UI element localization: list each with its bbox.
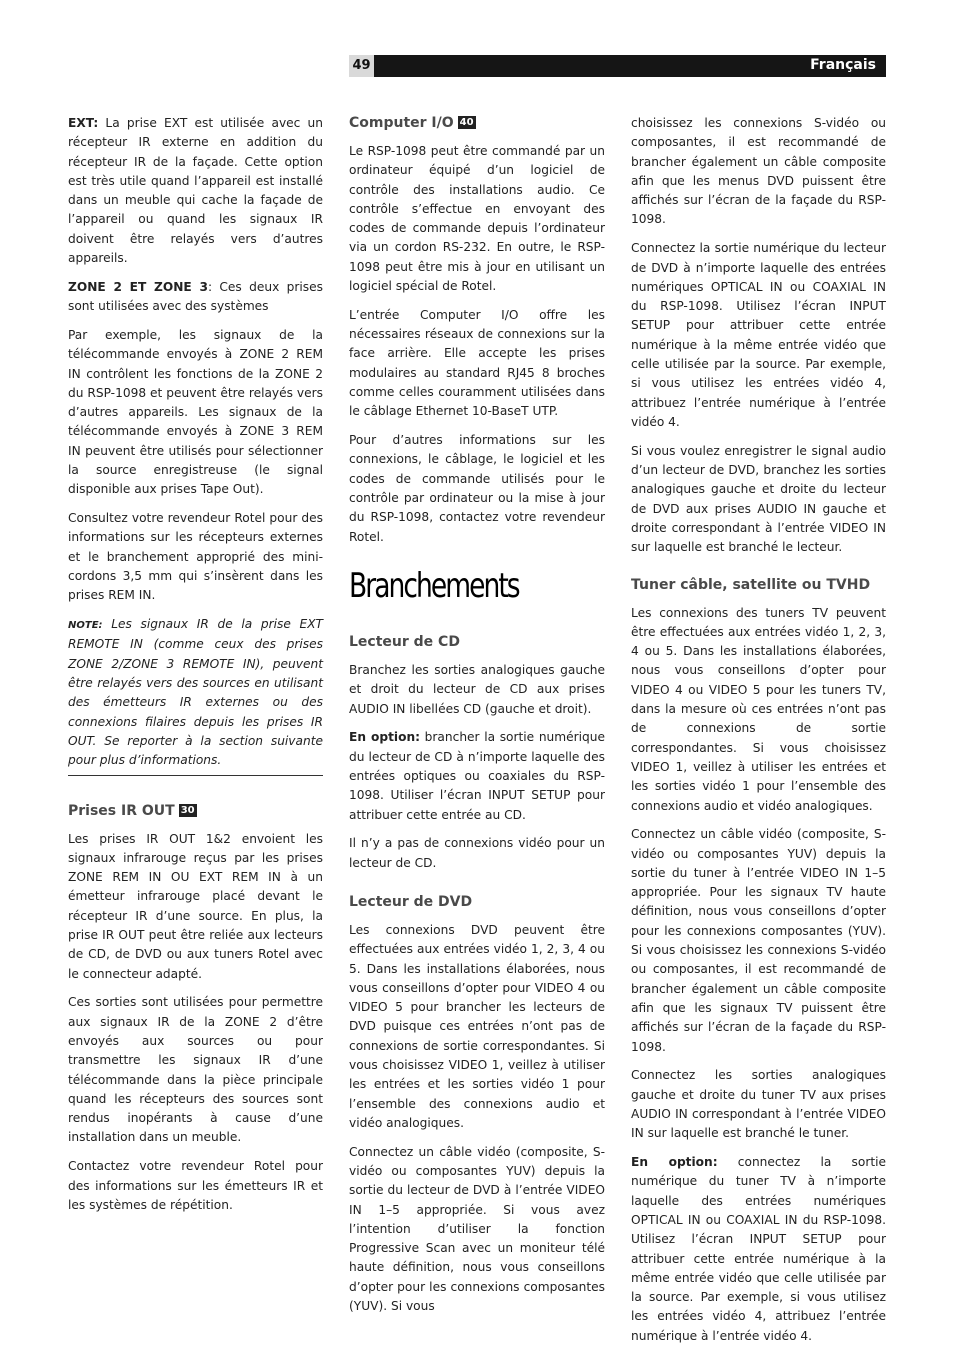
paragraph: Connectez un câble vidéo (composite, S-vidéo ou composantes YUV) depuis la sortie du tuner à l’entrée VIDEO IN 1–5 appropriée. Pour les signaux TV haute définition, nous vous conseillons d’opter pour les connexions composantes (YUV). Si vous choisissez les connexions S-vidéo ou composantes, il est recommandé de brancher également un câble composite afin que les signaux TV puissent être affichés sur l’écran de la façade du RSP-1098. <box>631 827 886 1054</box>
heading-dvd: Lecteur de DVD <box>349 893 473 910</box>
ref-number-badge: 30 <box>180 804 195 816</box>
term-option: En option: <box>631 1155 718 1170</box>
page-header <box>349 55 886 77</box>
heading-tuner: Tuner câble, satellite ou TVHD <box>631 576 871 593</box>
column-middle <box>349 114 605 1326</box>
paragraph-ext <box>68 114 323 268</box>
page-number: 49 <box>349 55 374 77</box>
paragraph-option <box>631 1153 886 1346</box>
paragraph: L’entrée Computer I/O offre les nécessaires réseaux de connexions sur la face arrière. Elle accepte les prises modulaires au standard RJ45 8 broches comme celles couramment utilisées dans le câblage Ethernet 10-BaseT UTP. <box>349 307 605 419</box>
paragraph-text: brancher la sortie numérique du lecteur de CD à n’importe laquelle des entrées optiques ou coaxiales du RSP-1098. Utiliser l’écran INPUT SETUP pour attribuer cette entrée au CD. <box>349 730 605 822</box>
paragraph: Pour d’autres informations sur les connexions, le câblage, le logiciel et les codes de commande utilisés pour le contrôle par ordinateur ou la mise à jour du RSP-1098, contactez votre revendeur Rotel. <box>349 433 605 544</box>
language-label: Français <box>810 57 876 73</box>
note-label: NOTE: <box>68 620 103 632</box>
paragraph: Le RSP-1098 peut être commandé par un ordinateur équipé d’un logiciel de contrôle des installations audio. Ce contrôle s’effectue en envoyant des codes de commande depuis l’ordinateur via un cordon RS-232. En outre, le RSP-1098 peut être mis à jour en utilisant un logiciel spécial de Rotel. <box>349 144 605 294</box>
term-zone: ZONE 2 ET ZONE 3 <box>68 279 208 294</box>
ref-number-badge: 40 <box>459 117 474 128</box>
paragraph: Les connexions DVD peuvent être effectuées aux entrées vidéo 1, 2, 3, 4 ou 5. Dans les installations élaborées, nous vous conseillons d’opter pour VIDEO 4 ou VIDEO 5 pour brancher les lecteurs de DVD puisque ces entrées n’ont pas de connexions de sortie correspondantes. Si vous choisissez VIDEO 1, veillez à utiliser les entrées et les sorties vidéo 1 pour l’ensemble des connexions audio et vidéo analogiques. <box>349 922 605 1130</box>
paragraph-text: connectez la sortie numérique du tuner TV à n’importe laquelle des entrées numériques OPTICAL IN ou COAXIAL IN du RSP-1098. Utilisez l’écran INPUT SETUP pour attribuer cette entrée numérique à la même entrée vidéo que celle utilisée par la source. Par exemple, si vous utilisez les entrées vidéo 4, attribuez l’entrée numérique à l’entrée vidéo 4. <box>631 1155 886 1343</box>
column-right <box>631 114 886 1356</box>
paragraph: Consultez votre revendeur Rotel pour des informations sur les récepteurs externes et le branchement approprié des mini-cordons 3,5 mm qui s’insèrent dans les prises REM IN. <box>68 511 323 603</box>
heading-text: Prises IR OUT <box>68 802 175 819</box>
paragraph: Contactez votre revendeur Rotel pour des informations sur les émetteurs IR et les systèmes de répétition. <box>68 1159 323 1212</box>
paragraph: Il n’y a pas de connexions vidéo pour un lecteur de CD. <box>349 836 605 870</box>
paragraph: Connectez la sortie numérique du lecteur de DVD à n’importe laquelle des entrées numériques OPTICAL IN ou COAXIAL IN du RSP-1098. Utilisez l’écran INPUT SETUP pour attribuer cette entrée numérique à la même entrée vidéo que celle utilisée par la source. Par exemple, si vous utilisez les entrées vidéo 4, attribuez l’entrée numérique à l’entrée vidéo 4. <box>631 241 886 429</box>
paragraph: Connectez les sorties analogiques gauche et droite du tuner TV aux prises AUDIO IN correspondant à l’entrée VIDEO IN sur laquelle est branché le tuner. <box>631 1068 886 1141</box>
column-left <box>68 114 323 1225</box>
term-option: En option: <box>349 730 421 745</box>
paragraph: Ces sorties sont utilisées pour permettre aux signaux IR de la ZONE 2 d’être envoyés aux sources ou pour transmettre les signaux IR d’une télécommande dans la pièce principale quand les récepteurs des sources sont rendus inopérants à cause d’une installation dans un meuble. <box>68 995 323 1145</box>
paragraph-text: La prise EXT est utilisée avec un récepteur IR externe en addition du récepteur IR de la façade. Cette option est très utile quand l’appareil est installé dans un meuble qui cache la façade de l’appareil ou quand les signaux IR doivent être relayés vers d’autres appareils. <box>68 116 323 266</box>
heading-cd: Lecteur de CD <box>349 633 460 650</box>
heading-computer-io <box>349 114 605 132</box>
paragraph: Les prises IR OUT 1&2 envoient les signaux infrarouge reçus par les prises ZONE REM IN OU EXT REM IN à un émetteur infrarouge placé devant le récepteur IR d’une source. En plus, la prise IR OUT peut être reliée aux lecteurs de CD, de DVD ou aux tuners Rotel avec le connecteur adapté. <box>68 831 323 981</box>
paragraph: Connectez un câble vidéo (composite, S-vidéo ou composantes YUV) depuis la sortie du lecteur de DVD à l’entrée VIDEO IN 1–5 appropriée. Si vous avez l’intention d’utiliser la fonction Progressive Scan avec un moniteur télé haute définition, nous vous conseillons d’opter pour les connexions composantes (YUV). Si vous <box>349 1144 605 1314</box>
paragraph: choisissez les connexions S-vidéo ou composantes, il est recommandé de brancher également un câble composite afin que les menus DVD puissent être affichés sur l’écran de la façade du RSP-1098. <box>631 116 886 227</box>
paragraph: Si vous voulez enregistrer le signal audio d’un lecteur de DVD, branchez les sorties analogiques gauche et droite du lecteur de DVD aux prises AUDIO IN gauche et droite correspondant à l’entrée VIDEO IN sur laquelle est branché le lecteur. <box>631 443 886 555</box>
heading-text: Computer I/O <box>349 115 454 131</box>
paragraph: Les connexions des tuners TV peuvent être effectuées aux entrées vidéo 1, 2, 3, 4 ou 5. Dans les installations élaborées, nous vous conseillons d’opter pour VIDEO 4 ou VIDEO 5 pour les tuners TV, dans la mesure où ces entrées n’ont pas de connexions de sortie correspondantes. Si vous choisissez VIDEO 1, veillez à utiliser les entrées et les sorties vidéo 1 pour l’ensemble des connexions audio et vidéo analogiques. <box>631 605 886 813</box>
heading-ir-out <box>68 802 323 820</box>
paragraph-text: : Ces deux prises sont utilisées avec des systèmes <box>68 279 323 314</box>
paragraph: Branchez les sorties analogiques gauche et droit du lecteur de CD aux prises AUDIO IN libellées CD (gauche et droit). <box>349 662 605 716</box>
section-title: Branchements <box>349 565 519 606</box>
term-ext: EXT: <box>68 116 99 130</box>
note-text: Les signaux IR de la prise EXT REMOTE IN (comme ceux des prises ZONE 2/ZONE 3 REMOTE IN), peuvent être relayés vers des sources en utilisant des émetteurs IR externes ou des connexions filaires depuis les prises IR OUT. Se reporter à la section suivante pour plus d’informations. <box>68 617 323 768</box>
note-block <box>68 615 323 775</box>
paragraph: Par exemple, les signaux de la télécommande envoyés à ZONE 2 REM IN contrôlent les fonctions de la ZONE 2 du RSP-1098 et peuvent être relayés vers d’autres appareils. Les signaux de la télécommande envoyés à ZONE 3 REM IN peuvent être utilisés pour sélectionner la source enregistreuse (le signal disponible aux prises Tape Out). <box>68 327 323 497</box>
paragraph-option <box>349 728 605 824</box>
paragraph-zone <box>68 278 323 317</box>
